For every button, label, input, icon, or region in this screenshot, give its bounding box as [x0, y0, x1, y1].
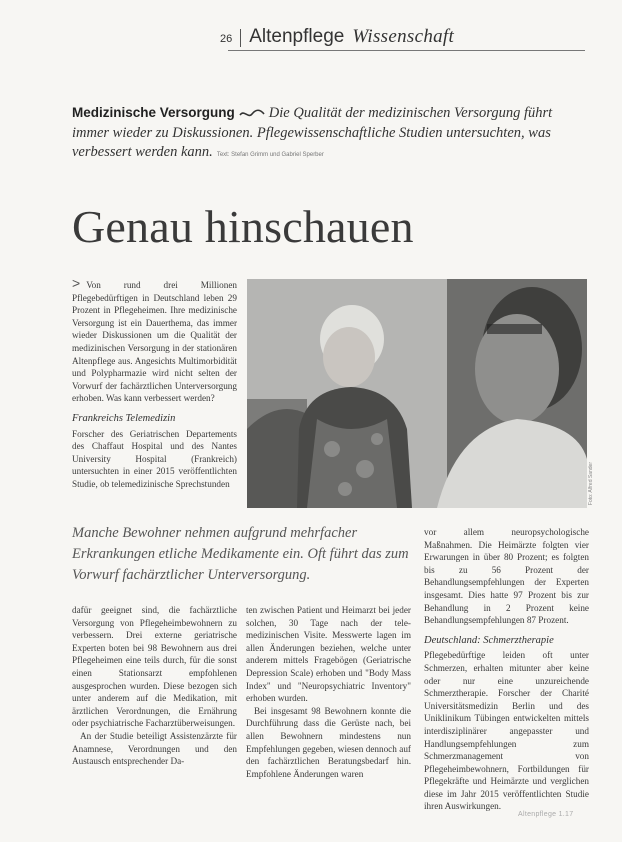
photo-credit: Foto: Alfred Sander — [588, 462, 594, 506]
paragraph: dafür geeignet sind, die fachärztliche Versorgung von Pflegeheimbewohnern zu verbessern. Drei externe geriatrische Experten boten bei 98 Bewohnern aus drei Pflegeheimen eine teils durch, für die sonst einen Stationsarzt empfohlenen ausgesprochen wurden. Diese bezogen sich unter anderem auf die Medikation, mit ärztlichen Verordnungen, die Ernährung oder psychiatrische Facharztüberweisungen. — [72, 605, 237, 729]
body-column-3 — [246, 604, 411, 780]
pull-quote: Manche Bewohner nehmen aufgrund mehrfacher Erkrankungen etliche Medikamente ein. Oft führt das zum Vorwurf fachärztlicher Unterversorgung. — [72, 525, 409, 583]
intro-text: Von rund drei Millionen Pflegebedürftigen in Deutschland leben 29 Prozent in Pflegeheimen. Ihre medizinische Versorgung ist ein Dauerthema, das immer wieder Diskussionen um die Qualität der medizinischen Versorgung in der stationären Altenpflege aus. Angesichts Multimorbidität und Polypharmazie wird nicht selten der Vorwurf der fachärztlichen Unterversorgung erhoben. Was kann verbessert werden? — [72, 280, 237, 404]
teaser — [72, 103, 577, 166]
paragraph: ten zwischen Patient und Heimarzt bei jeder solchen, 30 Tage nach der tele-medizinischen Visite. Messwerte lagen im allen Änderungen beziehen, welche unter anderem mittels Fragebögen (Geriatrische Depression Scale) erhoben und "Body Mass Index" und "Neuropsychiatric Inventory" erhoben wurden. — [246, 605, 411, 704]
telemedizin-text: Forscher des Geriatrischen Departements des Chaffaut Hospital und des Nantes University Hospital (Frankreich) untersuchten in einer 2015 veröffentlichten Studie, ob telemedizinische Sprechstunden — [72, 428, 237, 489]
intro-column — [72, 275, 237, 491]
subhead-telemedizin: Frankreichs Telemedizin — [72, 412, 176, 424]
section-name: Wissenschaft — [352, 26, 455, 47]
paragraph: Bei insgesamt 98 Bewohnern konnte die Durchführung dass die Gerüste nach, bei allen Bewohnern mindestens nun Empfehlungen gegeben, wiesen dennoch auf den fachärztlichen Beratungsbedarf hin. Empfohlene Änderungen waren — [246, 705, 411, 779]
page-number: 26 — [220, 33, 233, 45]
teaser-kicker: Medizinische Versorgung — [72, 105, 235, 120]
body-column-4 — [424, 526, 589, 813]
paragraph: vor allem neuropsychologische Maßnahmen. Die Heimärzte folgten vier Erwarungen in über 80 Prozent; es folgten bis zu 56 Prozent der Behandlungsempfehlungen der Experten insgesamt. Dies hatte 97 Prozent bis zur Behandlung in 2 Prozent keine Behandlungsempfehlungen 87 Prozent. — [424, 527, 589, 626]
header-divider — [240, 29, 241, 47]
article-headline: Genau hinschauen — [72, 201, 414, 252]
article-photo — [247, 279, 587, 508]
magazine-name: Altenpflege — [249, 26, 345, 47]
footer-issue-mark: Altenpflege 1.17 — [518, 811, 574, 818]
teaser-credit: Text: Stefan Grimm und Gabriel Sperber — [216, 152, 324, 158]
teaser-lead: Die Qualität der medizinischen Versorgung führt immer wieder zu Diskussionen. Pflegewissenschaftliche Studien untersuchten, was verbessert werden kann. — [72, 105, 553, 160]
header-rule — [228, 50, 585, 51]
chevron-right-icon: > — [72, 275, 81, 291]
squiggle-ornament-icon — [239, 109, 265, 119]
running-header — [220, 26, 454, 50]
body-column-2 — [72, 604, 237, 768]
photo-image — [247, 279, 587, 508]
paragraph: Pflegebedürftige leiden oft unter Schmerzen, erhalten mitunter aber keine oder nur eine unzureichende Schmerztherapie. Forscher der Charité Universitätsmedizin Berlin und des Uniklinikum Tübingen entwickelten mittels interdisziplinärer angepasster und Handlungsempfehlungen zum Schmerzmanagement von Pflegeheimbewohnern, Fortbildungen für Pflegekräfte und Heimärzte und verglichen diese im Jahr 2015 veröffentlichten Studie ihren Auswirkungen. — [424, 650, 589, 812]
paragraph: An der Studie beteiligt Assistenzärzte für Anamnese, Verordnungen und den Austausch entsprechender Da- — [72, 730, 237, 767]
subhead-schmerztherapie: Deutschland: Schmerztherapie — [424, 634, 554, 646]
